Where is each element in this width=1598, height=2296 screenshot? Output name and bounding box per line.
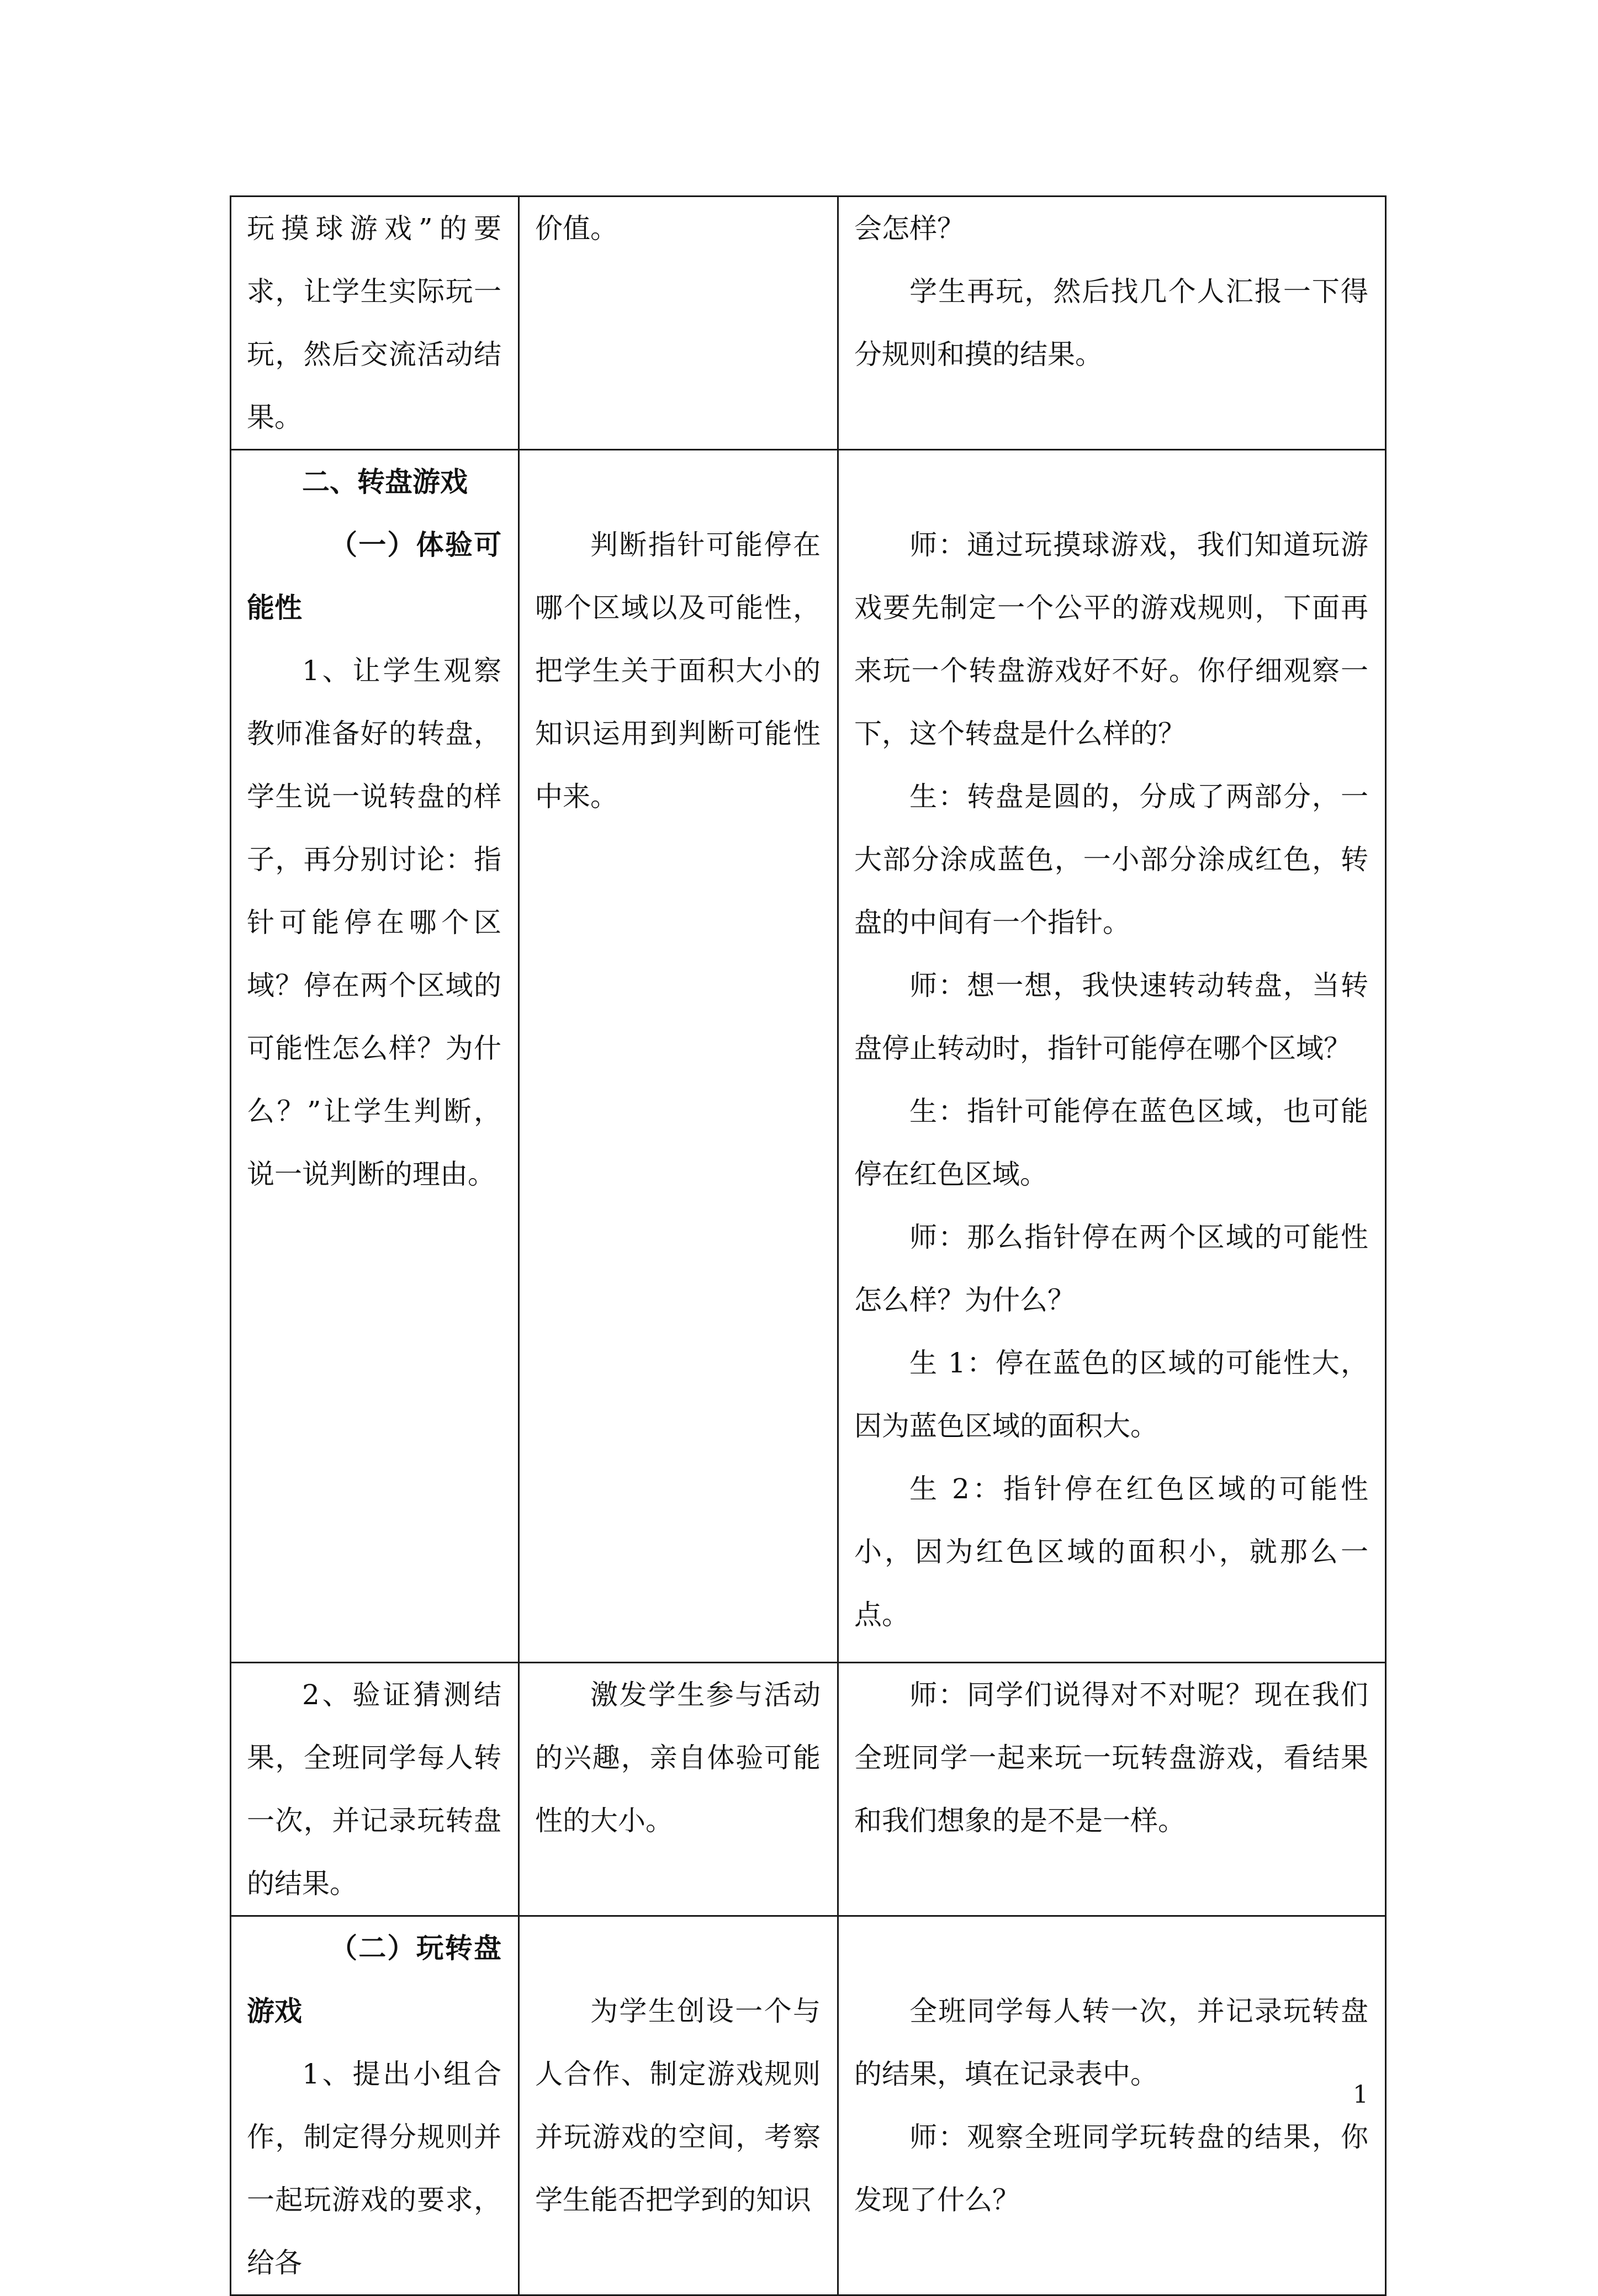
intent-cell (519, 1663, 838, 1916)
paragraph: 师：观察全班同学玩转盘的结果，你发现了什么？ (854, 2121, 1368, 2216)
paragraph: 师：那么指针停在两个区域的可能性怎么样？为什么？ (854, 1221, 1368, 1316)
paragraph: 1、让学生观察教师准备好的转盘，学生说一说转盘的样子，再分别讨论：指针可能停在哪个区域？停在两个区域的可能性怎么样？为什么？”让学生判断，说一说判断的理由。 (247, 655, 501, 1190)
activity-cell (231, 1916, 519, 2295)
table-row (231, 197, 1386, 450)
intent-cell (519, 197, 838, 450)
activity-cell (231, 450, 519, 1663)
paragraph: 激发学生参与活动的兴趣，亲自体验可能性的大小。 (535, 1679, 821, 1837)
paragraph: 生 1：停在蓝色的区域的可能性大，因为蓝色区域的面积大。 (854, 1347, 1368, 1442)
dialogue-cell (838, 450, 1386, 1663)
table-row (231, 450, 1386, 1663)
paragraph: 生 2：指针停在红色区域的可能性小，因为红色区域的面积小，就那么一点。 (854, 1473, 1368, 1631)
paragraph: 会怎样？ (854, 213, 965, 245)
intent-cell (519, 1916, 838, 2295)
paragraph: 师：通过玩摸球游戏，我们知道玩游戏要先制定一个公平的游戏规则，下面再来玩一个转盘游戏好不好。你仔细观察一下，这个转盘是什么样的？ (854, 529, 1368, 750)
dialogue-cell (838, 197, 1386, 450)
dialogue-cell (838, 1916, 1386, 2295)
subsection-heading: （一）体验可能性 (247, 528, 501, 624)
paragraph: 1、提出小组合作，制定得分规则并一起玩游戏的要求，给各 (247, 2058, 501, 2279)
activity-cell (231, 197, 519, 450)
section-heading: 二、转盘游戏 (302, 465, 468, 498)
table-row (231, 1663, 1386, 1916)
paragraph: 学生再玩，然后找几个人汇报一下得分规则和摸的结果。 (854, 275, 1368, 370)
paragraph: 判断指针可能停在哪个区域以及可能性，把学生关于面积大小的知识运用到判断可能性中来。 (535, 529, 821, 813)
table-row (231, 1916, 1386, 2295)
lesson-plan-table (230, 195, 1387, 2296)
activity-cell (231, 1663, 519, 1916)
intent-cell (519, 450, 838, 1663)
paragraph: 师：同学们说得对不对呢？现在我们全班同学一起来玩一玩转盘游戏，看结果和我们想象的是不是一样。 (854, 1679, 1368, 1837)
paragraph: 玩摸球游戏”的要求，让学生实际玩一玩，然后交流活动结果。 (247, 213, 501, 433)
paragraph: 价值。 (535, 213, 618, 245)
subsection-heading: （二）玩转盘游戏 (247, 1932, 501, 2027)
page-number: 1 (1353, 2081, 1368, 2109)
paragraph: 全班同学每人转一次，并记录玩转盘的结果，填在记录表中。 (854, 1995, 1368, 2090)
paragraph: 为学生创设一个与人合作、制定游戏规则并玩游戏的空间，考察学生能否把学到的知识 (535, 1995, 821, 2216)
dialogue-cell (838, 1663, 1386, 1916)
paragraph: 生：转盘是圆的，分成了两部分，一大部分涂成蓝色，一小部分涂成红色，转盘的中间有一个指针。 (854, 781, 1368, 938)
paragraph: 生：指针可能停在蓝色区域，也可能停在红色区域。 (854, 1095, 1368, 1190)
paragraph: 2、验证猜测结果，全班同学每人转一次，并记录玩转盘的结果。 (247, 1679, 501, 1900)
paragraph: 师：想一想，我快速转动转盘，当转盘停止转动时，指针可能停在哪个区域？ (854, 969, 1368, 1064)
